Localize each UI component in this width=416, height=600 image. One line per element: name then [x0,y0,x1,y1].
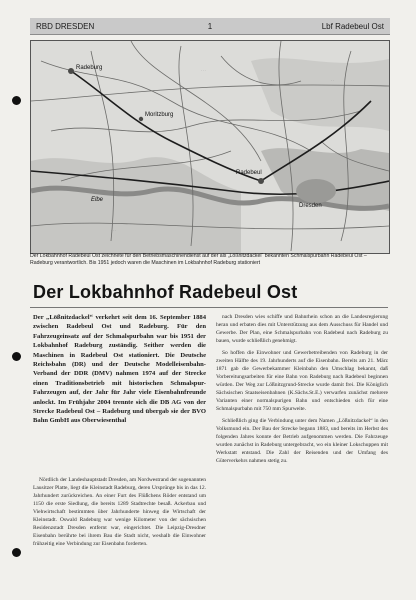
page-title: Der Lokbahnhof Radebeul Ost [33,282,298,302]
map-label-radebeul: Radebeul [236,170,262,176]
map-figure [30,40,390,254]
body-column-right [216,313,388,586]
header-section: RBD DRESDEN [36,22,95,31]
header-topic: Lbf Radebeul Ost [321,22,384,31]
body-paragraph: Nördlich der Landeshauptstadt Dresden, am Nordwestrand der sogenannten Lausitzer Platte, liegt die Kleinstadt Radeburg, deren Ursprünge bis in das 12. Jahrhundert zurückreichen. An einer Furt des Flüßchens Röder entstand um 1150 die erste Siedlung, die bereits 1289 Stadtrechte besaß. Ackerbau und Viehwirtschaft bestimmten über Jahrhunderte hinweg die Wirtschaft der Kleinstadt. Oswald Radeburg war wenige Kilometer von der sächsischen Residenzstadt Dresden entfernt war, eingerichtet. Die Leipzig-Dresdner Eisenbahn berührte bei ihrem Bau die Stadt nicht, weshalb die Einwohner frühzeitig eine Verbindung zur Eisenbahn forderten. [33,477,206,547]
body-paragraph: nach Dresden wies schiffe und Bahnrhein schon an die Landesregierung heran und erbaten dies mit Unterstützung aus dem Ausschuss für Handel und Gewerbe. Der Plan, eine Schmalspurbahn von Radebeul nach Radeburg zu bauen, wurde schließlich genehmigt. [216,314,388,344]
railway-map-graphic [31,41,389,253]
punch-hole-top [12,96,21,105]
punch-hole-middle [12,352,21,361]
body-paragraph: Schließlich ging die Verbindung unter dem Namen „Lößnitzdackel“ in den Volksmund ein. Der Bau der Strecke begann 1883, und bereits im Herbst des folgenden Jahres konnte der Betrieb aufgenommen werden. Die Fahrzeuge wurden zunächst in Radeburg untergebracht, wo ein kleiner Lokschuppen mit Werkstatt entstand. Die Zahl der Reisenden und der Umfang des Güterverkehrs nahmen stetig zu. [216,418,388,464]
svg-text:· ·: · · [331,78,334,82]
map-label-radeburg: Radeburg [76,65,103,71]
punch-hole-bottom [12,548,21,557]
map-label-moritzburg: Moritzburg [145,112,174,118]
title-divider [30,307,388,308]
body-paragraph: So hoffen die Einwohner und Gewerbetreibenden von Radeburg in der zweiten Hälfte des 19. Jahrhunderts auf die Eisenbahn. Bereits am 21. März 1871 gab die Gewerbekammer Kleinbahn den Umschlag bekannt, daß Vorbereitungsarbeiten für eine Bahn von Radeburg nach Radebeul beginnen würden. Der Weg zur Lößnitzgrund-Strecke wurde damit frei. Die Königlich Sächsischen Staatseisenbahnen (K.Sächs.St.E.) verwarfen zunächst mehrere Varianten einer normalspurigen Bahn und entschieden sich für eine Schmalspurbahn mit 750 mm Spurweite. [216,350,388,412]
body-column-left [33,476,206,586]
svg-text:· · ·: · · · [201,68,206,72]
svg-text:· · ·: · · · [111,228,116,232]
page-header [30,18,390,35]
map-label-dresden: Dresden [299,203,322,209]
town-radeburg-marker [68,68,74,74]
map-caption: Der Lokbahnhof Radebeul Ost zeichnete für den Betriebsmaschinendienst auf der als „Lößnitzdackel“ bekannten Schmalspurbahn Radebeul Ost – Radeburg verantwortlich. Bis 1951 jedoch waren die Maschinen im Lokbahnhof Radeburg stationiert [30,253,367,266]
map-label-elbe: Elbe [91,197,104,203]
page-number: 1 [207,22,213,31]
lead-paragraph: Der „Lößnitzdackel“ verkehrt seit dem 16. September 1884 zwischen Radebeul Ost und Radeburg. Für den Fahrzeugeinsatz auf der Schmalspurbahn war bis 1951 der Lokbahnhof Radeburg zuständig. Seither werden die Maschinen in Radebeul Ost stationiert. Die Deutsche Reichsbahn (DR) und der Deutsche Modelleisenbahn-Verband der DDR (DMV) nahmen 1974 auf der Strecke einen Traditionsbetrieb mit historischen Schmalspur-Fahrzeugen auf, der Jahr für Jahr viele Eisenbahnfreunde anlockt. Im Frühjahr 2004 trennte sich die DB AG von der Strecke Radebeul Ost – Radeburg und übergab sie der BVO Bahn GmbH aus Oberwiesenthal [33,314,206,425]
